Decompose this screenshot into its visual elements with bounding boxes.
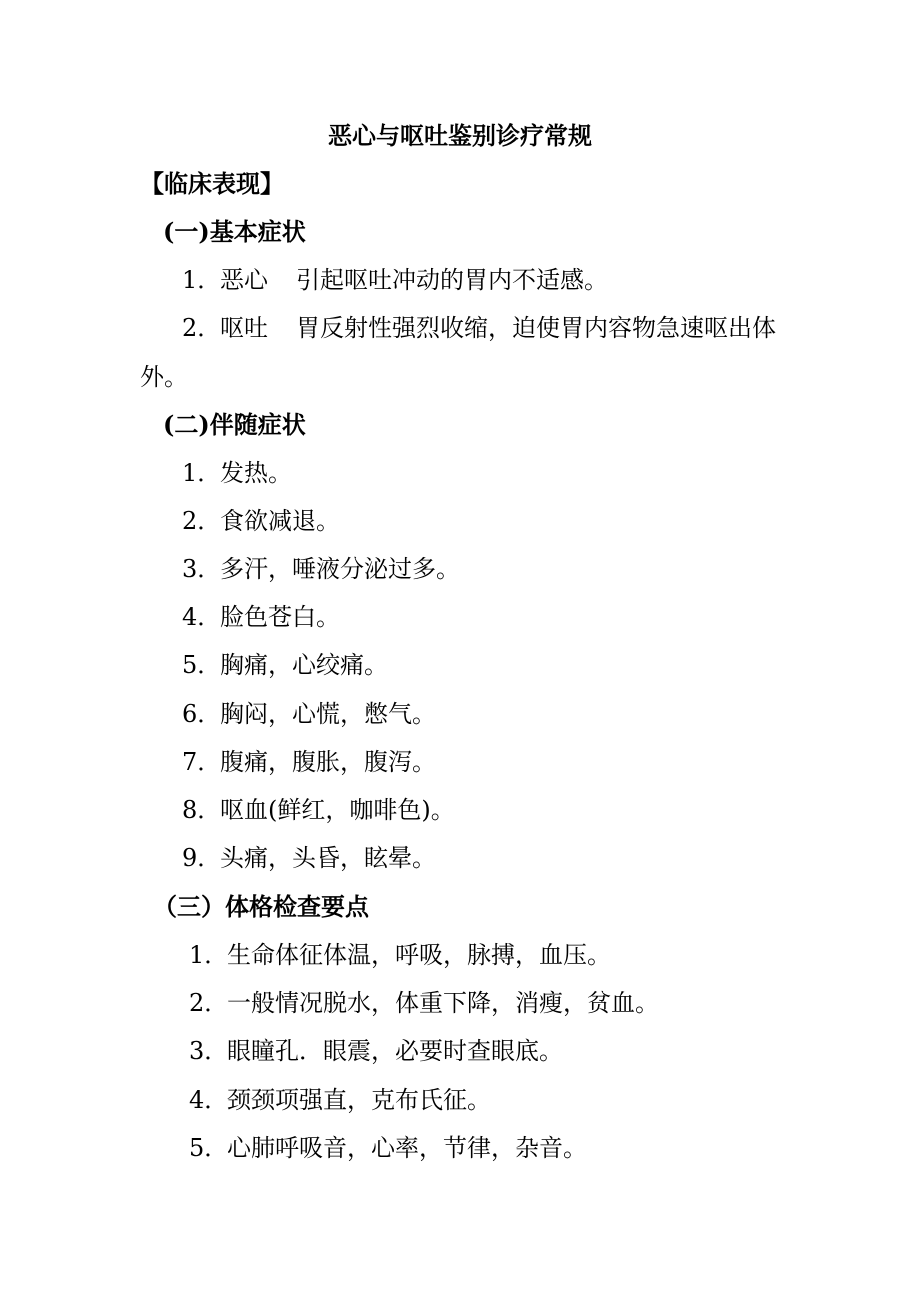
item-desc: 胃反射性强烈收缩，迫使胃内容物急速呕出体	[296, 314, 776, 342]
item-text: 多汗，唾液分泌过多。	[220, 555, 460, 583]
item-text: 心肺呼吸音，心率，节律，杂音。	[227, 1134, 587, 1162]
item-number: 1．	[182, 459, 222, 487]
exam-item	[189, 988, 659, 1018]
item-text: 胸闷，心慌，憋气。	[220, 700, 436, 728]
section-heading-basic: (一)基本症状	[163, 217, 306, 246]
item-number: 1．	[189, 941, 229, 969]
item-number: 5．	[189, 1134, 229, 1162]
item-number: 3．	[182, 555, 222, 583]
section-heading-accompanying: (二)伴随症状	[163, 410, 306, 439]
basic-item-continuation: 外。	[140, 363, 188, 391]
exam-item	[189, 1036, 563, 1066]
item-text: 眼瞳孔．眼震，必要时查眼底。	[227, 1037, 563, 1065]
item-number: 2．	[182, 507, 222, 535]
accompanying-item	[182, 699, 436, 729]
item-number: 7．	[182, 748, 222, 776]
item-text: 胸痛，心绞痛。	[220, 651, 388, 679]
page-title: 恶心与呕吐鉴别诊疗常规	[328, 121, 592, 150]
accompanying-item	[182, 506, 340, 536]
item-text: 食欲减退。	[220, 507, 340, 535]
item-number: 3．	[189, 1037, 229, 1065]
item-number: 1．	[182, 266, 222, 294]
item-text: 呕血(鲜红，咖啡色)。	[220, 796, 455, 824]
item-text: 一般情况脱水，体重下降，消瘦，贫血。	[227, 989, 659, 1017]
item-text: 头痛，头昏，眩晕。	[220, 844, 436, 872]
item-desc: 引起呕吐冲动的胃内不适感。	[296, 266, 608, 294]
clinical-heading: 【临床表现】	[140, 169, 284, 198]
item-text: 脸色苍白。	[220, 603, 340, 631]
item-number: 2．	[189, 989, 229, 1017]
accompanying-item	[182, 458, 292, 488]
item-text: 发热。	[220, 459, 292, 487]
item-number: 8．	[182, 796, 222, 824]
item-number: 6．	[182, 700, 222, 728]
item-text: 颈颈项强直，克布氏征。	[227, 1086, 491, 1114]
item-number: 5．	[182, 651, 222, 679]
accompanying-item	[182, 650, 388, 680]
exam-item	[189, 1133, 587, 1163]
accompanying-item	[182, 602, 340, 632]
exam-item	[189, 1085, 491, 1115]
item-text: 生命体征体温，呼吸，脉搏，血压。	[227, 941, 611, 969]
basic-item	[182, 265, 608, 295]
item-number: 2．	[182, 314, 222, 342]
accompanying-item	[182, 747, 436, 777]
item-text: 腹痛，腹胀，腹泻。	[220, 748, 436, 776]
basic-item	[182, 313, 776, 343]
item-number: 9．	[182, 844, 222, 872]
item-number: 4．	[189, 1086, 229, 1114]
accompanying-item	[182, 795, 455, 825]
accompanying-item	[182, 554, 460, 584]
item-term: 呕吐	[220, 314, 268, 342]
section-heading-exam: （三）体格检查要点	[153, 892, 369, 921]
item-number: 4．	[182, 603, 222, 631]
item-term: 恶心	[220, 266, 268, 294]
exam-item	[189, 940, 611, 970]
accompanying-item	[182, 843, 436, 873]
